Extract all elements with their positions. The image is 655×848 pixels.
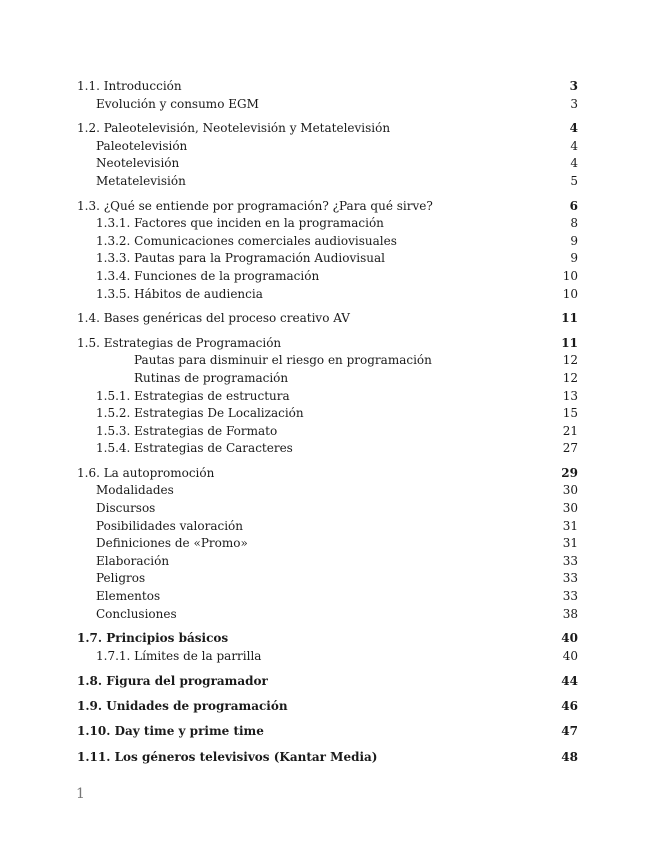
toc-entry-label: 1.3.3. Pautas para la Programación Audiovisual [96, 251, 385, 266]
toc-entry-label: Elaboración [96, 553, 170, 568]
toc-entry[interactable] [77, 352, 578, 370]
toc-entry[interactable] [77, 78, 578, 96]
toc-entry-label: 1.5.1. Estrategias de estructura [96, 388, 290, 403]
toc-entry-page: 12 [562, 353, 578, 368]
toc-entry-label: 1.3.4. Funciones de la programación [96, 268, 320, 283]
toc-entry[interactable] [77, 138, 578, 156]
toc-entry-label: 1.3.5. Hábitos de audiencia [96, 286, 263, 301]
toc-entry[interactable] [77, 723, 578, 741]
toc-entry-label: Peligros [96, 571, 146, 586]
toc-entry-label: 1.9. Unidades de programación [77, 699, 288, 714]
toc-entry-label: Discursos [96, 501, 156, 516]
toc-entry[interactable] [77, 120, 578, 138]
toc-entry-page: 15 [562, 406, 578, 421]
toc-entry[interactable] [77, 440, 578, 458]
toc-entry-page: 5 [570, 173, 578, 188]
toc-entry-page: 21 [562, 423, 578, 438]
toc-entry-page: 9 [570, 251, 578, 266]
toc-entry-page: 9 [570, 233, 578, 248]
toc-entry-page: 3 [569, 79, 578, 93]
toc-entry[interactable] [77, 570, 578, 588]
toc-entry-page: 10 [562, 268, 578, 283]
toc-entry-page: 8 [570, 216, 578, 231]
toc-entry[interactable] [77, 233, 578, 251]
toc-entry[interactable] [77, 215, 578, 233]
toc-entry-label: 1.3.2. Comunicaciones comerciales audiovisuales [96, 233, 397, 248]
toc-entry-page: 46 [561, 699, 578, 714]
toc-entry-label: 1.2. Paleotelevisión, Neotelevisión y Metatelevisión [77, 121, 391, 136]
toc-entry-label: 1.7.1. Límites de la parrilla [96, 648, 262, 663]
toc-entry[interactable] [77, 423, 578, 441]
toc-entry-label: 1.4. Bases genéricas del proceso creativo AV [77, 311, 350, 326]
toc-entry-label: 1.5.3. Estrategias de Formato [96, 423, 278, 438]
toc-entry-label: 1.1. Introducción [77, 79, 182, 93]
toc-entry[interactable] [77, 465, 578, 483]
toc-entry-page: 48 [561, 749, 578, 764]
toc-entry-label: Pautas para disminuir el riesgo en programación [134, 353, 432, 368]
toc-entry[interactable] [77, 553, 578, 571]
toc-entry-label: Neotelevisión [96, 156, 180, 171]
toc-entry[interactable] [77, 698, 578, 716]
table-of-contents [77, 78, 578, 766]
toc-entry-page: 30 [562, 483, 578, 498]
toc-entry[interactable] [77, 388, 578, 406]
toc-entry[interactable] [77, 250, 578, 268]
toc-entry-label: Evolución y consumo EGM [96, 96, 259, 111]
toc-entry[interactable] [77, 518, 578, 536]
toc-entry-label: 1.5. Estrategias de Programación [77, 335, 282, 350]
toc-entry-page: 4 [570, 156, 578, 171]
toc-entry-page: 3 [570, 96, 578, 111]
page-number: 1 [76, 786, 85, 802]
toc-entry[interactable] [77, 673, 578, 691]
toc-entry[interactable] [77, 268, 578, 286]
toc-entry-label: Elementos [96, 589, 161, 604]
toc-entry-label: Posibilidades valoración [96, 518, 243, 533]
toc-entry-page: 11 [561, 311, 578, 326]
toc-entry[interactable] [77, 155, 578, 173]
toc-entry-label: 1.8. Figura del programador [77, 674, 268, 688]
toc-entry-page: 33 [562, 589, 578, 604]
toc-entry[interactable] [77, 405, 578, 423]
toc-entry-label: 1.3. ¿Qué se entiende por programación? ¿Para qué sirve? [77, 198, 433, 213]
toc-entry-page: 4 [569, 121, 578, 136]
toc-entry[interactable] [77, 648, 578, 666]
toc-entry-page: 33 [562, 553, 578, 568]
toc-entry-label: 1.7. Principios básicos [77, 631, 229, 646]
toc-entry[interactable] [77, 173, 578, 191]
toc-entry-page: 4 [570, 138, 578, 153]
toc-entry-page: 10 [562, 286, 578, 301]
toc-entry-label: Paleotelevisión [96, 138, 188, 153]
toc-entry-page: 44 [561, 674, 578, 688]
toc-entry[interactable] [77, 606, 578, 624]
toc-entry-label: 1.6. La autopromoción [77, 465, 215, 480]
toc-entry[interactable] [77, 310, 578, 328]
toc-entry[interactable] [77, 198, 578, 216]
toc-entry-page: 31 [562, 518, 578, 533]
toc-entry-label: 1.11. Los géneros televisivos (Kantar Media) [77, 749, 378, 764]
toc-entry-page: 40 [561, 631, 578, 646]
toc-entry[interactable] [77, 749, 578, 767]
toc-entry[interactable] [77, 630, 578, 648]
toc-entry-label: Rutinas de programación [134, 370, 289, 385]
toc-entry[interactable] [77, 482, 578, 500]
toc-entry-page: 33 [562, 571, 578, 586]
toc-entry-label: 1.5.4. Estrategias de Caracteres [96, 441, 293, 456]
toc-entry[interactable] [77, 535, 578, 553]
toc-entry-page: 38 [562, 606, 578, 621]
toc-entry-page: 11 [561, 335, 578, 350]
toc-entry-label: 1.3.1. Factores que inciden en la programación [96, 216, 384, 231]
toc-entry[interactable] [77, 96, 578, 114]
toc-entry[interactable] [77, 286, 578, 304]
toc-entry[interactable] [77, 500, 578, 518]
toc-entry-page: 27 [562, 441, 578, 456]
toc-entry-page: 6 [569, 198, 578, 213]
toc-entry-page: 13 [562, 388, 578, 403]
toc-entry-label: Metatelevisión [96, 173, 186, 188]
toc-entry-page: 47 [561, 724, 578, 739]
toc-entry-label: Definiciones de «Promo» [96, 536, 248, 551]
toc-entry[interactable] [77, 370, 578, 388]
toc-entry[interactable] [77, 335, 578, 353]
toc-entry-page: 12 [562, 370, 578, 385]
toc-entry-label: 1.10. Day time y prime time [77, 724, 264, 739]
toc-entry-page: 29 [561, 465, 578, 480]
toc-entry-label: Modalidades [96, 483, 174, 498]
toc-entry[interactable] [77, 588, 578, 606]
toc-entry-label: Conclusiones [96, 606, 177, 621]
toc-entry-page: 40 [562, 648, 578, 663]
toc-entry-label: 1.5.2. Estrategias De Localización [96, 406, 304, 421]
toc-entry-page: 30 [562, 501, 578, 516]
toc-entry-page: 31 [562, 536, 578, 551]
